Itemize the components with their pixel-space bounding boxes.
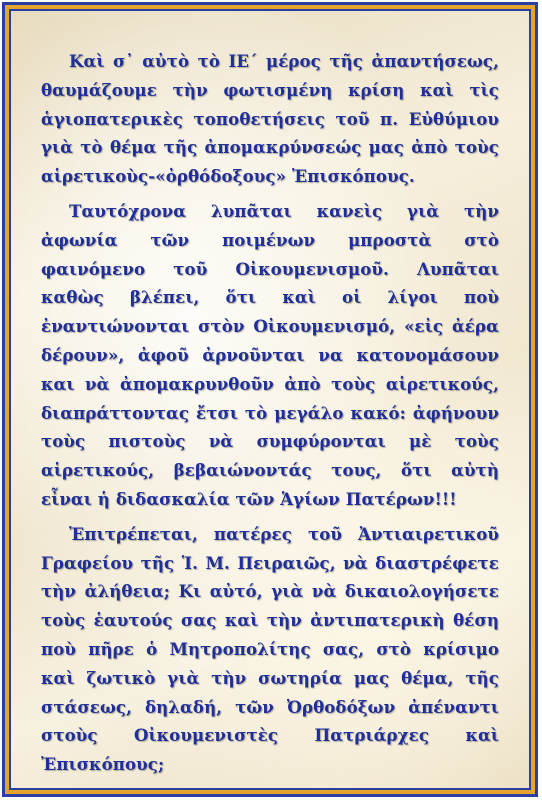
page-border-outer: [2, 2, 538, 797]
paragraph-1: Καὶ σ᾽ αὐτὸ τὸ ΙΕ΄ μέρος τῆς ἀπαντήσεως, θαυμάζουμε τὴν φωτισμένη κρίση καὶ τὶς ἁγιοπατερικὲς τοποθετήσεις τοῦ π. Εὐθύμιου γιὰ τὸ θέμα τῆς ἀπομακρύνσεώς μας ἀπὸ τοὺς αἱρετικοὺς-«ὀρθόδοξους» Ἐπισκόπους.: [41, 51, 499, 187]
paragraph-2: Ταυτόχρονα λυπᾶται κανεὶς γιὰ τὴν ἀφωνία τῶν ποιμένων μπροστὰ στὸ φαινόμενο τοῦ Οἰκουμενισμοῦ. Λυπᾶται καθὼς βλέπει, ὅτι καὶ οἱ λίγοι ποὺ ἐναντιώνονται στὸν Οἰκουμενισμό, «εἰς ἀέρα δέρουν», ἀφοῦ ἀρνοῦνται να κατονομάσουν και νὰ ἀπομακρυνθοῦν ἀπὸ τοὺς αἱρετικούς, διαπράττοντας ἔτσι τὸ μεγάλο κακό: ἀφήνουν τοὺς πιστοὺς νὰ συμφύρονται μὲ τοὺς αἱρετικούς, βεβαιώνοντάς τους, ὅτι αὐτὴ εἶναι ἡ διδασκαλία τῶν Ἁγίων Πατέρων!!!: [41, 200, 499, 509]
document-text: [41, 47, 499, 779]
parchment-panel: [9, 9, 531, 790]
paragraph-3: Ἐπιτρέπεται, πατέρες τοῦ Ἀντιαιρετικοῦ Γραφείου τῆς Ἱ. Μ. Πειραιῶς, νὰ διαστρέφετε τὴν ἀλήθεια; Κι αὐτό, γιὰ νὰ δικαιολογήσετε τοὺς ἑαυτούς σας καὶ τὴν ἀντιπατερικὴ θέση ποὺ πῆρε ὁ Μητροπολίτης σας, στὸ κρίσιμο καὶ ζωτικὸ γιὰ τὴν σωτηρία μας θέμα, τῆς στάσεως, δηλαδή, τῶν Ὀρθοδόξων ἀπέναντι στοὺς Οἰκουμενιστὲς Πατριάρχες καὶ Ἐπισκόπους;: [41, 523, 499, 775]
